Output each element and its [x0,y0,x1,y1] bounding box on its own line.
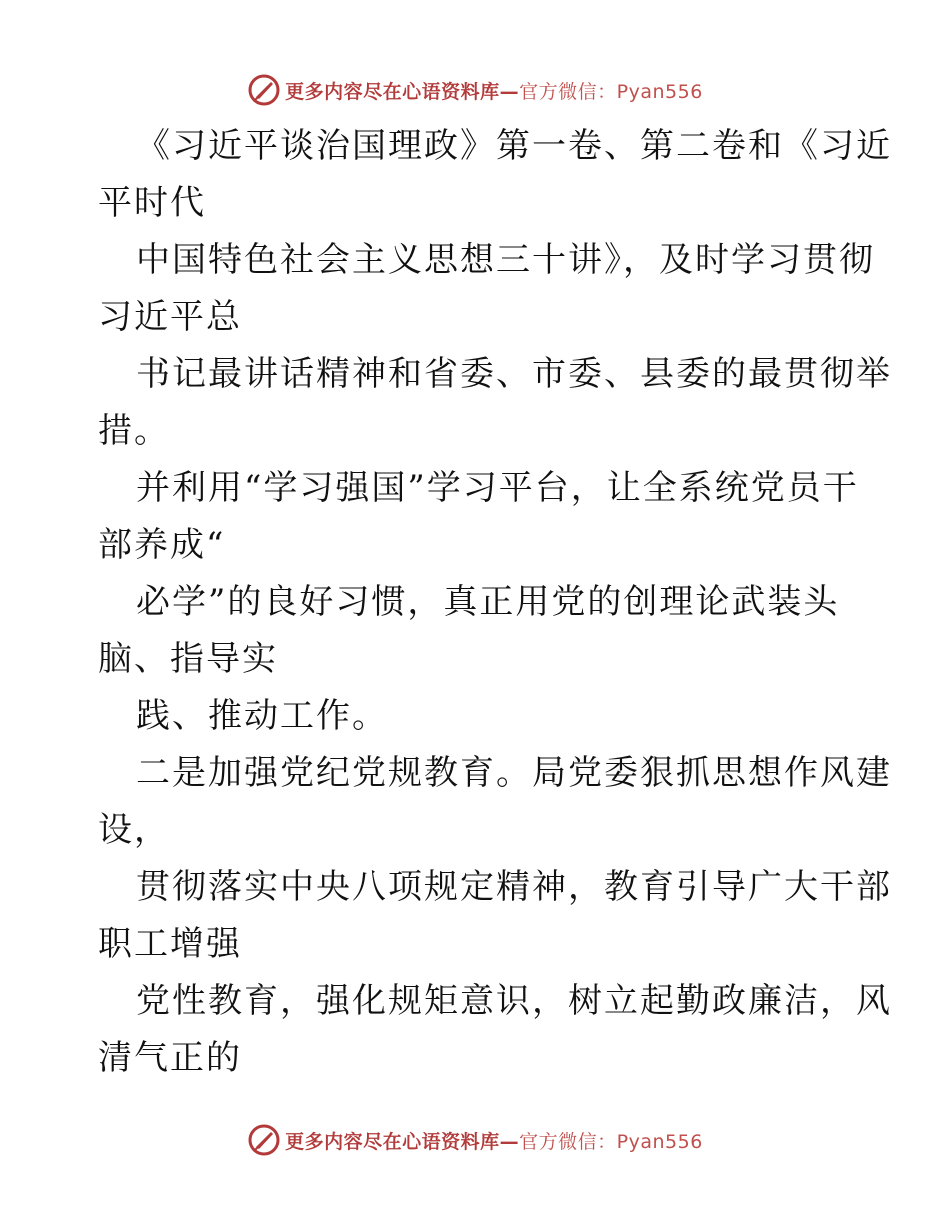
text-line: 二是加强党纪党规教育。局党委狠抓思想作风建 [136,753,892,793]
banner-text [285,77,703,104]
text-line: 《习近平谈治国理政》第一卷、第二卷和《习近 [136,126,892,166]
text-line: 清气正的 [98,1038,242,1078]
text-line: 书记最讲话精神和省委、市委、县委的最贯彻举 [136,354,892,394]
banner-wechat-text: 官方微信：Pyan556 [519,80,703,103]
text-line: 习近平总 [98,297,242,337]
document-body [98,118,892,1087]
footer-banner [0,1120,950,1160]
text-line: 贯彻落实中央八项规定精神，教育引导广大干部 [136,867,892,907]
text-line: 必学”的良好习惯，真正用党的创理论武装头 [136,582,840,622]
banner-text [285,1127,703,1154]
banner-site-text: 更多内容尽在心语资料库— [285,80,520,103]
text-line: 践、推动工作。 [136,696,388,736]
quill-logo-icon [247,1123,281,1157]
text-line: 脑、指导实 [98,639,278,679]
text-line: 中国特色社会主义思想三十讲》，及时学习贯彻 [136,240,875,280]
header-banner [0,70,950,110]
text-line: 平时代 [98,183,206,223]
banner-wechat-text: 官方微信：Pyan556 [519,1130,703,1153]
text-line: 并利用“学习强国”学习平台，让全系统党员干 [136,468,859,508]
text-line: 设， [98,810,170,850]
text-line: 部养成“ [98,525,226,565]
text-line: 党性教育，强化规矩意识，树立起勤政廉洁，风 [136,981,892,1021]
quill-logo-icon [247,73,281,107]
banner-site-text: 更多内容尽在心语资料库— [285,1130,520,1153]
text-line: 措。 [98,411,170,451]
text-line: 职工增强 [98,924,242,964]
